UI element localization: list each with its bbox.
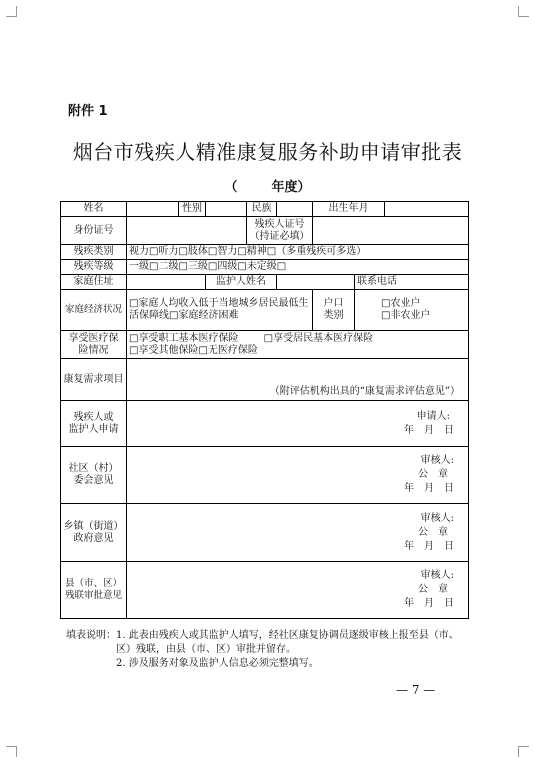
crop-mark (518, 746, 529, 757)
hukou-label-line1: 户口 (323, 298, 344, 309)
table-row (61, 260, 469, 275)
economy-option-line2: 活保障线□家庭经济困难 (129, 310, 239, 321)
applicant-sign-area[interactable] (127, 401, 469, 447)
crop-mark (518, 6, 529, 17)
disability-cert-field[interactable] (313, 217, 469, 245)
hukou-options[interactable] (355, 290, 469, 331)
applicant-date: 年 月 日 (404, 424, 454, 436)
table-row (61, 359, 469, 401)
county-label (61, 562, 127, 619)
table-row (61, 217, 469, 245)
community-date: 年 月 日 (404, 483, 454, 494)
table-row (61, 401, 469, 447)
insurance-label-line1: 享受医疗保 (68, 332, 119, 344)
economy-options[interactable] (127, 290, 313, 331)
applicant-label-line2: 监护人申请 (68, 423, 119, 435)
town-date: 年 月 日 (404, 540, 454, 552)
disability-level-options[interactable]: 一级□二级□三级□四级□未定级□ (127, 260, 469, 275)
disability-type-label: 残疾类别 (61, 245, 127, 260)
birth-label: 出生年月 (313, 202, 385, 217)
crop-mark (6, 6, 17, 17)
town-label (61, 504, 127, 562)
county-seal: 公 章 (418, 584, 448, 595)
hukou-nonagri-option[interactable]: □非农业户 (381, 310, 431, 321)
disability-type-options[interactable]: 视力□听力□肢体□智力□精神□（多重残疾可多选） (127, 245, 469, 260)
form-notes (66, 629, 486, 671)
table-row (61, 290, 469, 331)
crop-mark (6, 746, 17, 757)
rehab-needs-label: 康复需求项目 (61, 359, 127, 401)
town-reviewer-label: 审核人: (420, 512, 454, 524)
phone-label (355, 275, 469, 290)
notes-line1: 填表说明：1. 此表由残疾人或其监护人填写，经社区康复协调员逐级审核上报至县（市、 (66, 630, 459, 641)
name-field[interactable] (127, 202, 179, 217)
economy-option-line1: □家庭人均收入低于当地城乡居民最低生 (129, 298, 309, 309)
address-label: 家庭住址 (61, 275, 127, 290)
year-line (0, 176, 535, 195)
table-row (61, 275, 469, 290)
ethnicity-label: 民族 (247, 202, 277, 217)
county-approval-area[interactable] (127, 562, 469, 619)
table-row (61, 331, 469, 359)
rehab-needs-note: （附评估机构出具的“康复需求评估意见”） (269, 386, 460, 397)
applicant-signature-label: 申请人: (416, 410, 450, 422)
notes-line2: 区）残联，由县（市、区）审批并留存。 (116, 644, 296, 655)
phone-label-text: 联系电话 (357, 276, 397, 287)
county-reviewer-label: 审核人: (420, 570, 454, 581)
disability-cert-label (247, 217, 313, 245)
hukou-label (313, 290, 355, 331)
town-seal: 公 章 (418, 526, 448, 538)
county-date: 年 月 日 (404, 598, 454, 609)
community-label-line2: 委会意见 (73, 475, 114, 486)
insurance-options[interactable] (127, 331, 469, 359)
birth-field[interactable] (385, 202, 469, 217)
form-title: 烟台市残疾人精准康复服务补助申请审批表 (72, 140, 463, 164)
insurance-option-row1 (129, 333, 466, 345)
application-form-table (60, 201, 469, 619)
name-label: 姓名 (61, 202, 127, 217)
guardian-name-field[interactable] (277, 275, 355, 290)
disability-level-label: 残疾等级 (61, 260, 127, 275)
community-seal: 公 章 (418, 469, 448, 480)
id-card-label: 身份证号 (61, 217, 127, 245)
town-label-line1: 乡镇（街道） (63, 520, 124, 532)
town-opinion-area[interactable] (127, 504, 469, 562)
attachment-label: 附件 1 (68, 104, 108, 119)
guardian-name-label: 监护人姓名 (206, 275, 277, 290)
county-label-line1: 县（市、区） (64, 578, 122, 589)
gender-field[interactable] (206, 202, 247, 217)
ethnicity-field[interactable] (277, 202, 313, 217)
community-opinion-area[interactable] (127, 447, 469, 504)
town-label-line2: 政府意见 (73, 532, 114, 544)
table-row (61, 562, 469, 619)
year-open-paren: （ (224, 180, 238, 195)
county-label-line2: 残联审批意见 (64, 590, 122, 601)
insurance-option-other[interactable]: □享受其他保险□无医疗保险 (129, 344, 258, 356)
hukou-label-line2: 类别 (323, 310, 344, 321)
id-card-field[interactable] (127, 217, 247, 245)
page-number: — 7 — (396, 683, 436, 697)
gender-label: 性别 (179, 202, 206, 217)
rehab-needs-field[interactable] (127, 359, 469, 401)
community-reviewer-label: 审核人: (420, 455, 454, 466)
table-row (61, 202, 469, 217)
table-row (61, 245, 469, 260)
applicant-label-line1: 残疾人或 (73, 411, 114, 423)
table-row (61, 504, 469, 562)
economy-label: 家庭经济状况 (61, 290, 127, 331)
community-label-line1: 社区（村） (68, 463, 119, 474)
insurance-label-line2: 险情况 (78, 344, 109, 356)
insurance-option-employee[interactable]: □享受职工基本医疗保险 (129, 332, 239, 344)
applicant-label (61, 401, 127, 447)
year-label: 年度） (271, 180, 311, 195)
disability-cert-label-line2: （持证必填） (249, 230, 310, 242)
table-row (61, 447, 469, 504)
hukou-agri-option[interactable]: □农业户 (381, 298, 421, 309)
insurance-label (61, 331, 127, 359)
insurance-option-resident[interactable]: □享受居民基本医疗保险 (263, 332, 374, 344)
notes-line3: 2. 涉及服务对象及监护人信息必须完整填写。 (116, 658, 319, 669)
disability-cert-label-line1: 残疾人证号 (254, 218, 305, 230)
address-field[interactable] (127, 275, 206, 290)
community-label (61, 447, 127, 504)
